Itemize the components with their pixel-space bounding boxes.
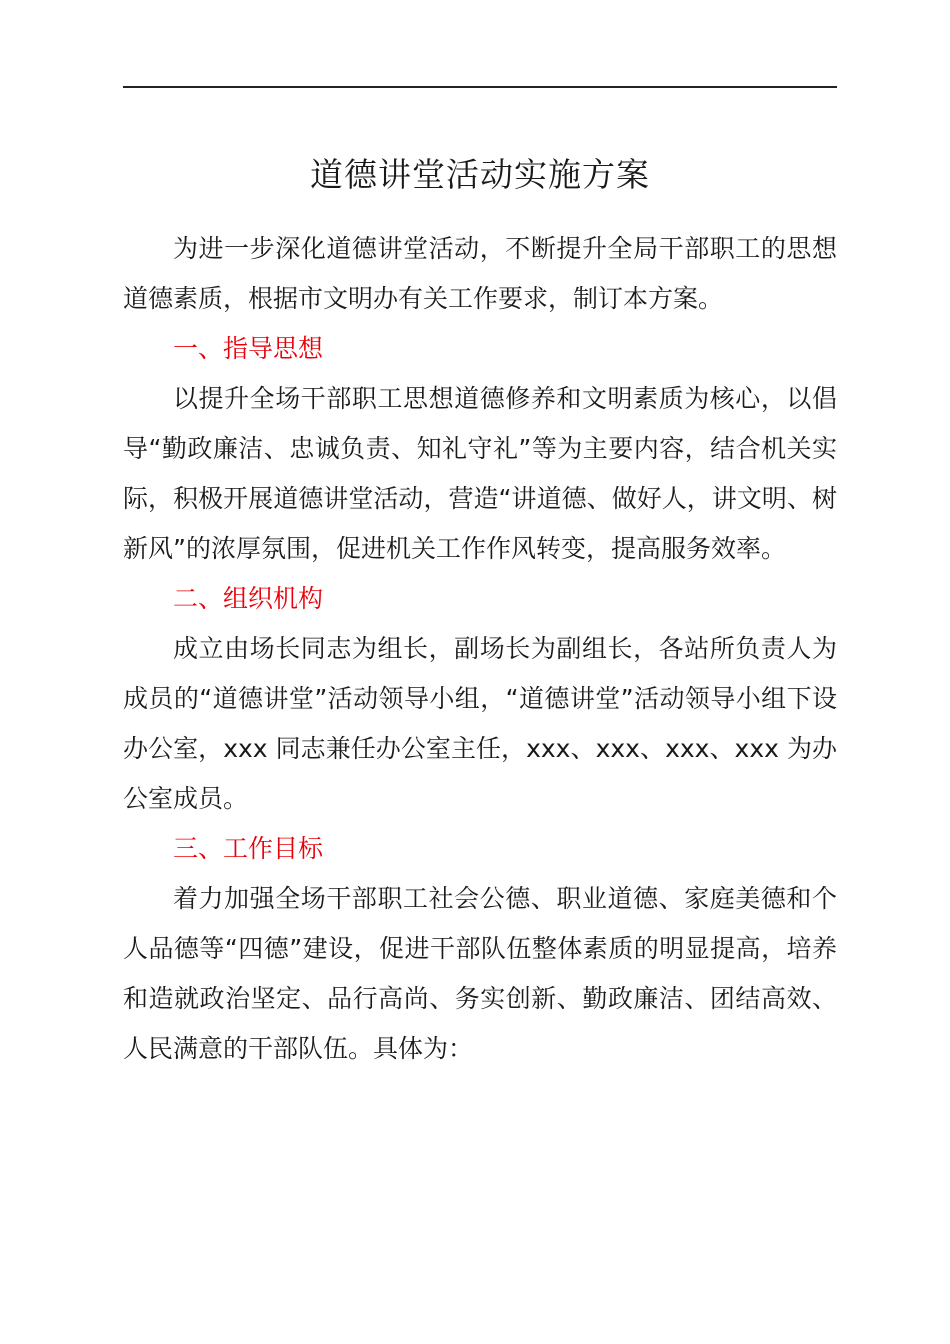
intro-paragraph: 为进一步深化道德讲堂活动，不断提升全局干部职工的思想道德素质，根据市文明办有关工作要求，制订本方案。 [123, 234, 837, 313]
document-body [123, 224, 837, 1074]
section-body-work-goals: 着力加强全场干部职工社会公德、职业道德、家庭美德和个人品德等“四德”建设，促进干部队伍整体素质的明显提高，培养和造就政治坚定、品行高尚、务实创新、勤政廉洁、团结高效、人民满意的干部队伍。具体为： [123, 884, 837, 1063]
section-heading-work-goals: 三、工作目标 [173, 834, 324, 863]
section-heading-guiding-ideology: 一、指导思想 [173, 334, 324, 363]
section-body-organization: 成立由场长同志为组长，副场长为副组长，各站所负责人为成员的“道德讲堂”活动领导小组，“道德讲堂”活动领导小组下设办公室，xxx 同志兼任办公室主任，xxx、xxx、xxx、xxx 为办公室成员。 [123, 634, 837, 813]
section-body-guiding-ideology: 以提升全场干部职工思想道德修养和文明素质为核心，以倡导“勤政廉洁、忠诚负责、知礼守礼”等为主要内容，结合机关实际，积极开展道德讲堂活动，营造“讲道德、做好人，讲文明、树新风”的浓厚氛围，促进机关工作作风转变，提高服务效率。 [123, 384, 837, 563]
section-heading-organization: 二、组织机构 [173, 584, 324, 613]
document-title: 道德讲堂活动实施方案 [310, 155, 650, 194]
header-rule [123, 86, 837, 88]
